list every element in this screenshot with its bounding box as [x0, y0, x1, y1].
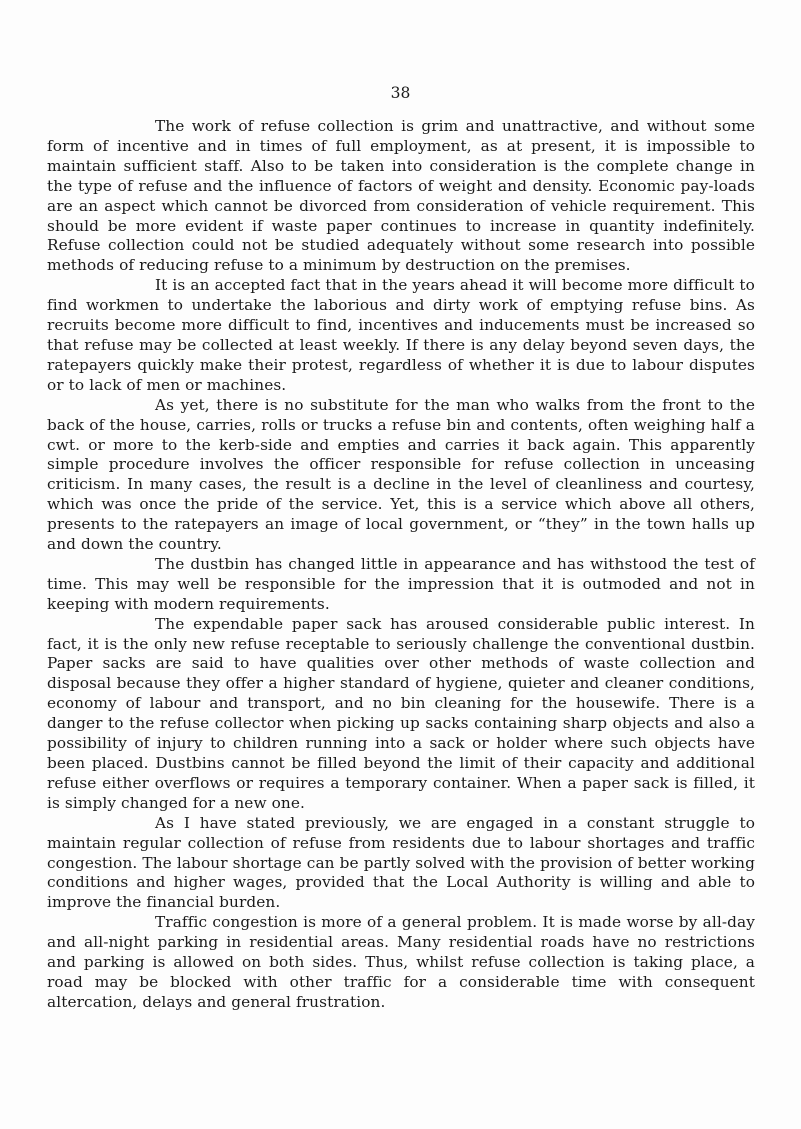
paragraph-labour-shortage: As I have stated previously, we are engaged in a constant struggle to maintain regular collection of refuse from residents due to labour shortages and traffic congestion. The labour shortage can be partly solved with the provision of better working conditions and higher wages, provided that the Local Authority is willing and able to improve the financial burden.: [47, 813, 755, 912]
paragraph-traffic-congestion: Traffic congestion is more of a general problem. It is made worse by all-day and all-night parking in residential areas. Many residential roads have no restrictions and parking is allowed on both sides. Thus, whilst refuse collection is taking place, a road may be blocked with other traffic for a considerable time with consequent altercation, delays and general frustration.: [47, 913, 755, 1011]
body-text: [47, 117, 755, 1013]
paragraph-refuse-collection-work: The work of refuse collection is grim and unattractive, and without some form of incentive and in times of full employment, as at present, it is impossible to maintain sufficient staff. Also to be taken into consideration is the complete change in the type of refuse and the influence of factors of weight and density. Economic pay-loads are an aspect which cannot be divorced from consideration of vehicle requirement. This should be more evident if waste paper continues to increase in quantity indefinitely. Refuse collection could not be studied adequately without some research into possible methods of reducing refuse to a minimum by destruction on the premises.: [47, 117, 755, 275]
paragraph-finding-workmen: It is an accepted fact that in the years ahead it will become more difficult to find workmen to undertake the laborious and dirty work of emptying refuse bins. As recruits become more difficult to find, incentives and inducements must be increased so that refuse may be collected at least weekly. If there is any delay beyond seven days, the ratepayers quickly make their protest, regardless of whether it is due to labour disputes or to lack of men or machines.: [47, 276, 755, 394]
paragraph-no-substitute: As yet, there is no substitute for the man who walks from the front to the back of the house, carries, rolls or trucks a refuse bin and contents, often weighing half a cwt. or more to the kerb-side and empties and carries it back again. This apparently simple procedure involves the officer responsible for refuse collection in unceasing criticism. In many cases, the result is a decline in the level of cleanliness and courtesy, which was once the pride of the service. Yet, this is a service which above all others, presents to the ratepayers an image of local government, or “they” in the town halls up and down the country.: [47, 395, 755, 554]
paragraph-dustbin: The dustbin has changed little in appearance and has withstood the test of time. This may well be responsible for the impression that it is outmoded and not in keeping with modern requirements.: [47, 554, 755, 613]
page-number: 38: [390, 84, 411, 102]
paragraph-paper-sack: The expendable paper sack has aroused considerable public interest. In fact, it is the only new refuse receptable to seriously challenge the conventional dustbin. Paper sacks are said to have qualities over other methods of waste collection and disposal because they offer a higher standard of hygiene, quieter and cleaner conditions, economy of labour and transport, and no bin cleaning for the housewife. There is a danger to the refuse collector when picking up sacks containing sharp objects and also a possibility of injury to children running into a sack or holder where such objects have been placed. Dustbins cannot be filled beyond the limit of their capacity and additional refuse either overflows or requires a temporary container. When a paper sack is filled, it is simply changed for a new one.: [47, 614, 755, 812]
